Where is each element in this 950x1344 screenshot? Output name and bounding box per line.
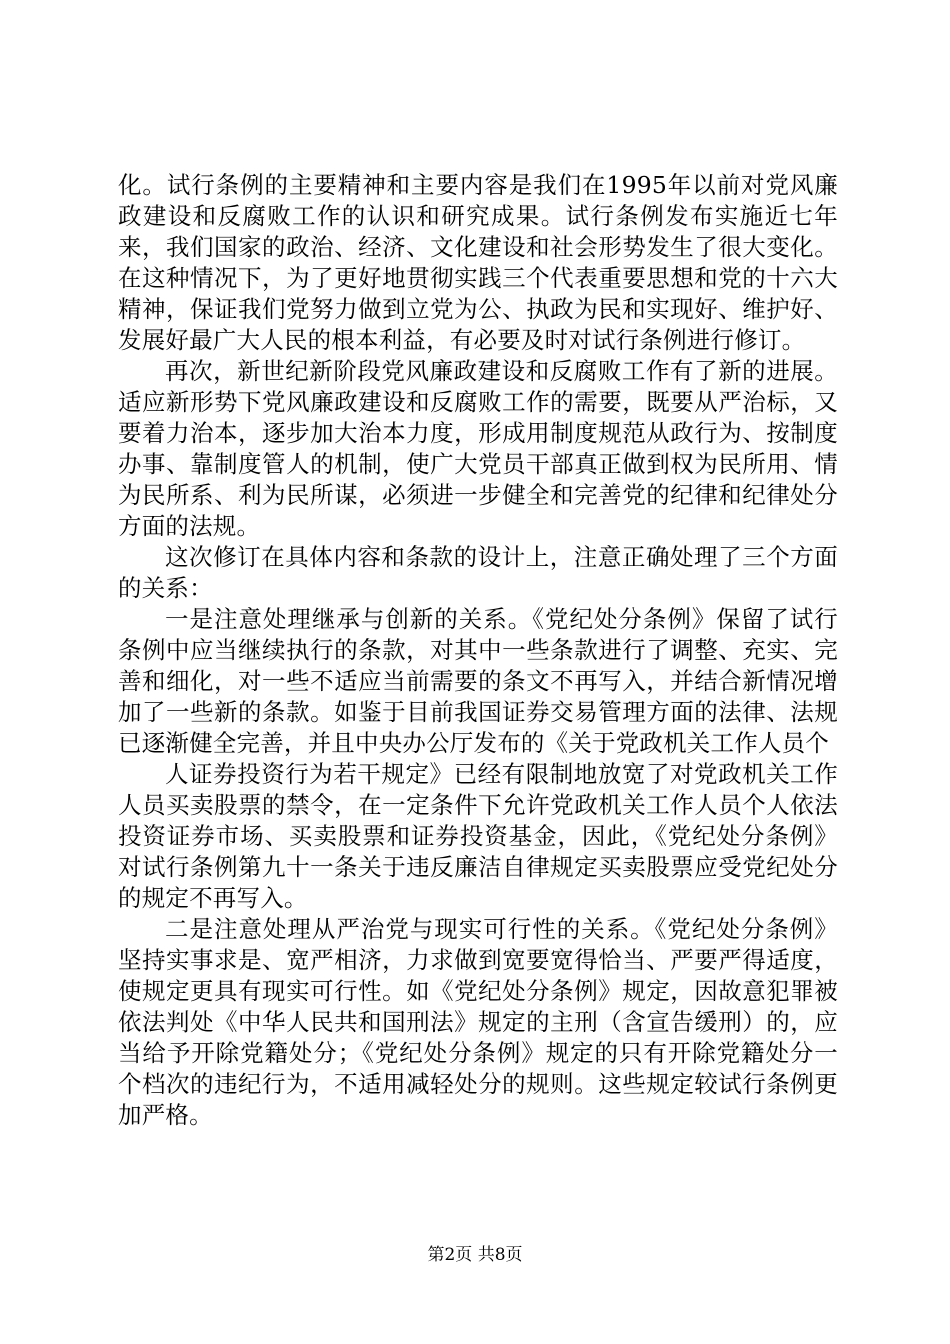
paragraph-2: 再次，新世纪新阶段党风廉政建设和反腐败工作有了新的进展。适应新形势下党风廉政建设和反腐败工作的需要，既要从严治标，又要着力治本，逐步加大治本力度，形成用制度规范从政行为、按制度办事、靠制度管人的机制，使广大党员干部真正做到权为民所用、情为民所系、利为民所谋，必须进一步健全和完善党的纪律和纪律处分方面的法规。	[118, 357, 838, 540]
paragraph-3: 这次修订在具体内容和条款的设计上，注意正确处理了三个方面的关系：	[118, 543, 838, 602]
document-body	[118, 170, 838, 1131]
paragraph-6: 二是注意处理从严治党与现实可行性的关系。《党纪处分条例》坚持实事求是、宽严相济，力求做到宽要宽得恰当、严要严得适度，使规定更具有现实可行性。如《党纪处分条例》规定，因故意犯罪被依法判处《中华人民共和国刑法》规定的主刑（含宣告缓刑）的，应当给予开除党籍处分；《党纪处分条例》规定的只有开除党籍处分一个档次的违纪行为，不适用减轻处分的规则。这些规定较试行条例更加严格。	[118, 915, 838, 1129]
paragraph-4: 一是注意处理继承与创新的关系。《党纪处分条例》保留了试行条例中应当继续执行的条款，对其中一些条款进行了调整、充实、完善和细化，对一些不适应当前需要的条文不再写入，并结合新情况增加了一些新的条款。如鉴于目前我国证券交易管理方面的法律、法规已逐渐健全完善，并且中央办公厅发布的《关于党政机关工作人员个	[118, 605, 838, 757]
paragraph-1: 化。试行条例的主要精神和主要内容是我们在1995年以前对党风廉政建设和反腐败工作的认识和研究成果。试行条例发布实施近七年来，我们国家的政治、经济、文化建设和社会形势发生了很大变化。在这种情况下，为了更好地贯彻实践三个代表重要思想和党的十六大精神，保证我们党努力做到立党为公、执政为民和实现好、维护好、发展好最广大人民的根本利益，有必要及时对试行条例进行修订。	[118, 171, 838, 354]
page-number-footer: 第2页 共8页	[427, 1245, 523, 1265]
paragraph-5: 人证券投资行为若干规定》已经有限制地放宽了对党政机关工作人员买卖股票的禁令，在一定条件下允许党政机关工作人员个人依法投资证券市场、买卖股票和证券投资基金，因此，《党纪处分条例》对试行条例第九十一条关于违反廉洁自律规定买卖股票应受党纪处分的规定不再写入。	[118, 760, 838, 912]
